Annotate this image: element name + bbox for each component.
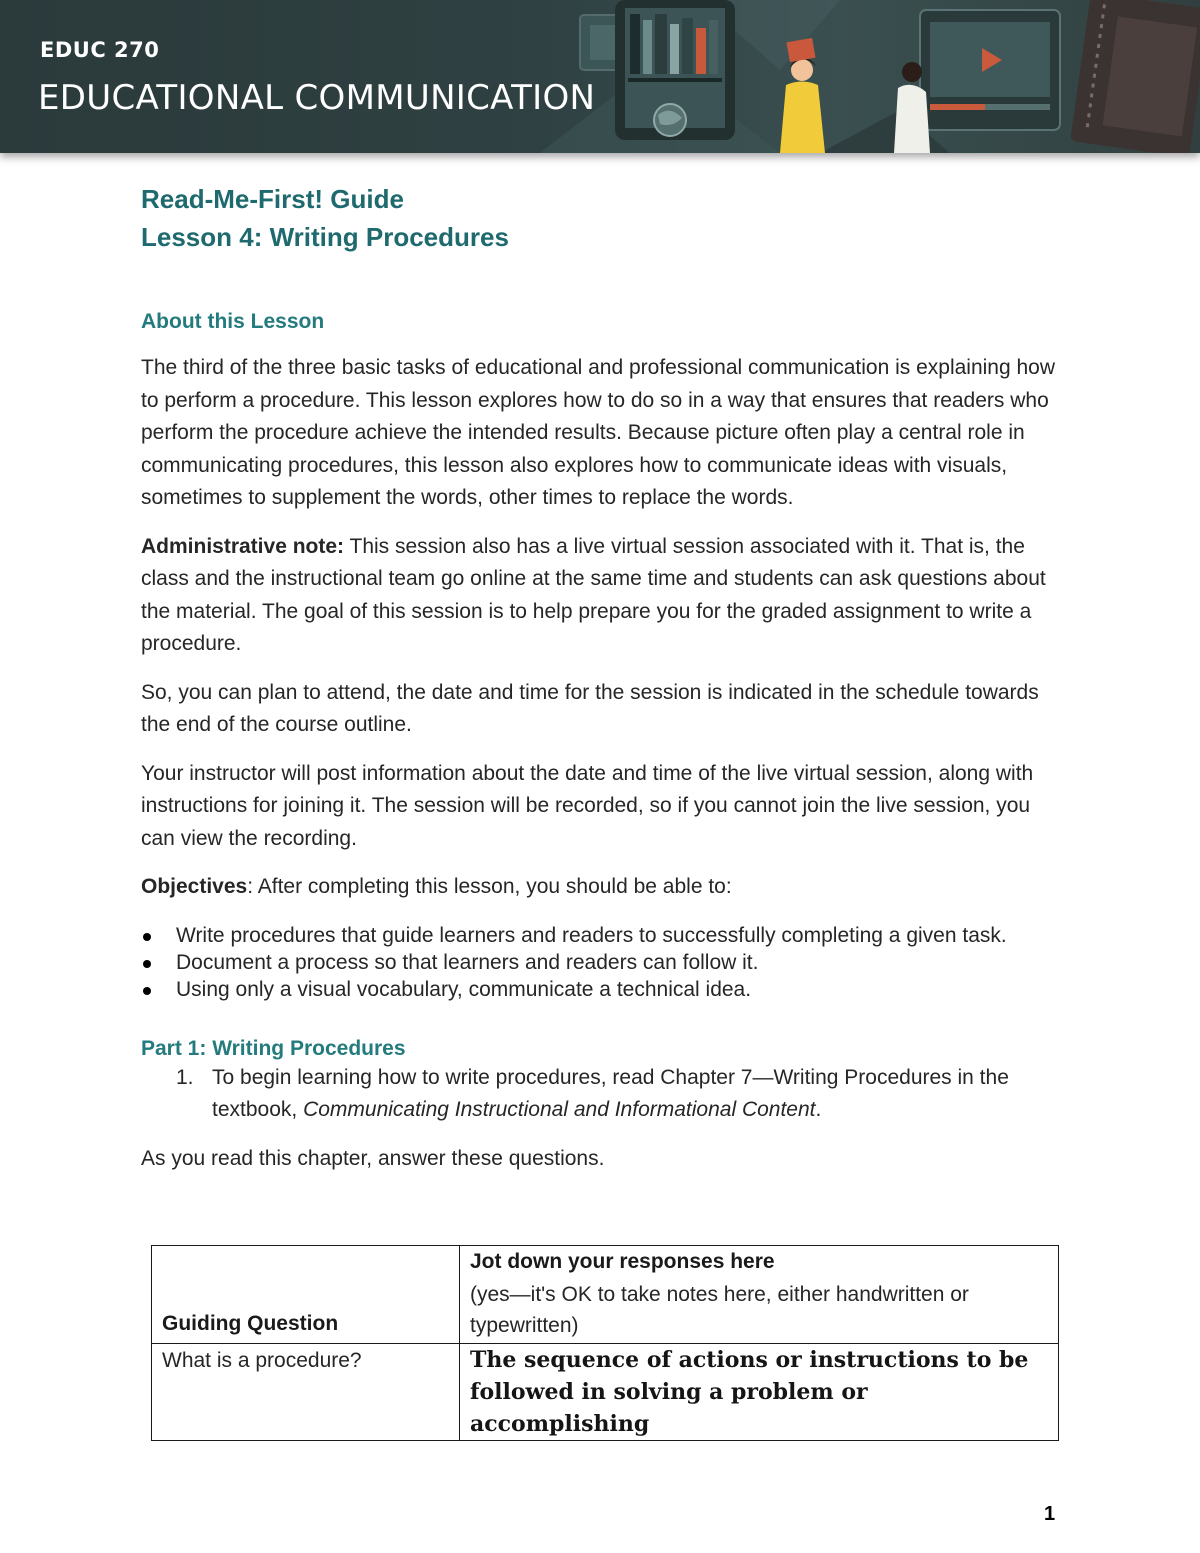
document-body [141, 180, 1061, 1175]
administrative-note-text: This session also has a live virtual session associated with it. That is, the class and the instructional team go online at the same time and students can ask questions about the material. The goal of this session is to help prepare you for the graded assignment to write a procedure. [141, 534, 1046, 655]
part1-step-1 [141, 1062, 1061, 1127]
administrative-note-label: Administrative note: [141, 534, 345, 558]
bullet-icon [143, 933, 151, 941]
course-code: EDUC 270 [40, 38, 160, 62]
bullet-icon [143, 987, 151, 995]
administrative-note [141, 531, 1061, 661]
objectives-intro [141, 871, 1061, 904]
course-title: EDUCATIONAL COMMUNICATION [38, 78, 596, 118]
table-row [152, 1344, 1059, 1441]
list-item-text: Using only a visual vocabulary, communicate a technical idea. [176, 977, 752, 1001]
textbook-title: Communicating Instructional and Informational Content [303, 1098, 816, 1121]
list-item [141, 922, 1061, 949]
header-response-note: (yes—it's OK to take notes here, either handwritten or typewritten) [470, 1283, 969, 1337]
header-banner [0, 0, 1200, 153]
document-title-line1: Read-Me-First! Guide [141, 184, 404, 214]
about-heading: About this Lesson [141, 310, 325, 333]
guiding-question-table [151, 1245, 1059, 1441]
document-title-line2: Lesson 4: Writing Procedures [141, 222, 509, 252]
table-header-row [152, 1246, 1059, 1344]
header-question-cell [152, 1246, 460, 1344]
list-item [141, 976, 1061, 1003]
list-item-text: Document a process so that learners and readers can follow it. [176, 950, 759, 974]
bullet-icon [143, 960, 151, 968]
objectives-label: Objectives [141, 875, 248, 898]
part1-heading: Part 1: Writing Procedures [141, 1036, 406, 1060]
list-item [141, 949, 1061, 976]
step-text-end: . [815, 1098, 822, 1121]
objectives-intro-text: : After completing this lesson, you should be able to: [247, 875, 732, 898]
header-question-label: Guiding Question [162, 1312, 339, 1335]
about-paragraph: The third of the three basic tasks of educational and professional communication is explaining how to perform a procedure. This lesson explores how to do so in a way that ensures that readers who perform the procedure achieve the intended results. Because picture often play a central role in communicating procedures, this lesson also explores how to communicate ideas with visuals, sometimes to supplement the words, other times to replace the words. [141, 356, 1056, 509]
plan-attend-paragraph: So, you can plan to attend, the date and time for the session is indicated in the schedule towards the end of the course outline. [141, 680, 1039, 736]
step-text-main: To begin learning how to write procedures, read Chapter 7—Writing Procedures in the textbook, [212, 1065, 1009, 1121]
header-response-label: Jot down your responses here [470, 1250, 775, 1273]
page-number: 1 [1044, 1503, 1056, 1525]
step-text [212, 1062, 1061, 1127]
document-title [141, 180, 1061, 256]
read-prompt: As you read this chapter, answer these questions. [141, 1146, 605, 1170]
question-cell: What is a procedure? [152, 1344, 460, 1441]
instructor-paragraph: Your instructor will post information about the date and time of the live virtual session, along with instructions for joining it. The session will be recorded, so if you cannot join the live session, you can view the recording. [141, 761, 1034, 850]
answer-cell[interactable]: The sequence of actions or instructions to be followed in solving a problem or accomplishing [460, 1344, 1059, 1441]
banner-illustration [520, 0, 1200, 153]
list-item-text: Write procedures that guide learners and readers to successfully completing a given task. [176, 923, 1007, 947]
step-number: 1. [176, 1065, 194, 1089]
objectives-list [141, 922, 1061, 1003]
header-response-cell [460, 1246, 1059, 1344]
